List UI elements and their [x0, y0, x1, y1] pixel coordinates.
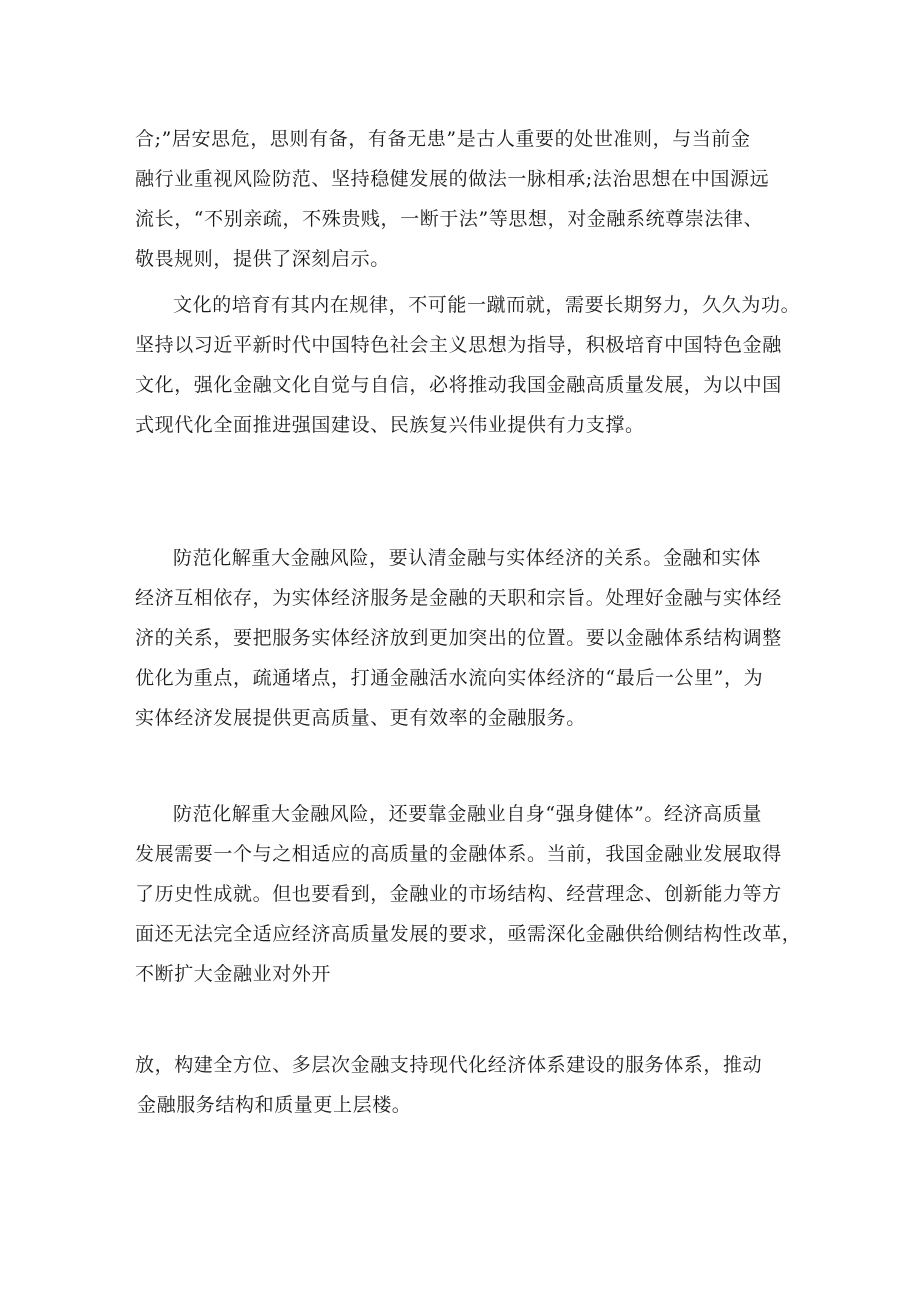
paragraph-4 [135, 794, 802, 994]
paragraph-line: 合;”居安思危，思则有备，有备无患”是古人重要的处世准则，与当前金 [135, 128, 751, 150]
paragraph-line: 实体经济发展提供更高质量、更有效率的金融服务。 [135, 707, 586, 729]
paragraph-line: 优化为重点，疏通堵点，打通金融活水流向实体经济的“最后一公里”，为 [135, 667, 764, 689]
paragraph-line: 坚持以习近平新时代中国特色社会主义思想为指导，积极培育中国特色金融 [135, 334, 782, 356]
paragraph-2 [135, 285, 801, 445]
paragraph-line: 融行业重视风险防范、坚持稳健发展的做法一脉相承;法治思想在中国源远 [135, 168, 770, 190]
paragraph-line: 文化的培育有其内在规律，不可能一蹴而就，需要长期努力，久久为功。 [173, 294, 801, 316]
paragraph-line: 金融服务结构和质量更上层楼。 [137, 1094, 412, 1116]
paragraph-3 [135, 538, 795, 738]
paragraph-line: 济的关系，要把服务实体经济放到更加突出的位置。要以金融体系结构调整 [135, 627, 782, 649]
paragraph-line: 敬畏规则，提供了深刻启示。 [135, 248, 390, 270]
paragraph-line: 发展需要一个与之相适应的高质量的金融体系。当前，我国金融业发展取得 [135, 843, 782, 865]
paragraph-line: 流长，“不别亲疏，不殊贵贱，一断于法”等思想，对金融系统尊崇法律、 [135, 208, 764, 230]
paragraph-line: 防范化解重大金融风险，要认清金融与实体经济的关系。金融和实体 [173, 547, 762, 569]
paragraph-line: 防范化解重大金融风险，还要靠金融业自身“强身健体”。经济高质量 [173, 803, 763, 825]
paragraph-line: 经济互相依存，为实体经济服务是金融的天职和宗旨。处理好金融与实体经 [135, 587, 782, 609]
paragraph-line: 文化，强化金融文化自觉与自信，必将推动我国金融高质量发展，为以中国 [135, 374, 782, 396]
paragraph-line: 式现代化全面推进强国建设、民族复兴伟业提供有力支撑。 [135, 414, 645, 436]
paragraph-line: 不断扩大金融业对外开 [135, 963, 332, 985]
paragraph-1 [135, 119, 795, 279]
paragraph-line: 面还无法完全适应经济高质量发展的要求，亟需深化金融供给侧结构性改革， [135, 923, 802, 945]
paragraph-line: 放，构建全方位、多层次金融支持现代化经济体系建设的服务体系，推动 [135, 1054, 763, 1076]
paragraph-line: 了历史性成就。但也要看到，金融业的市场结构、经营理念、创新能力等方 [135, 883, 782, 905]
paragraph-5 [135, 1045, 795, 1125]
